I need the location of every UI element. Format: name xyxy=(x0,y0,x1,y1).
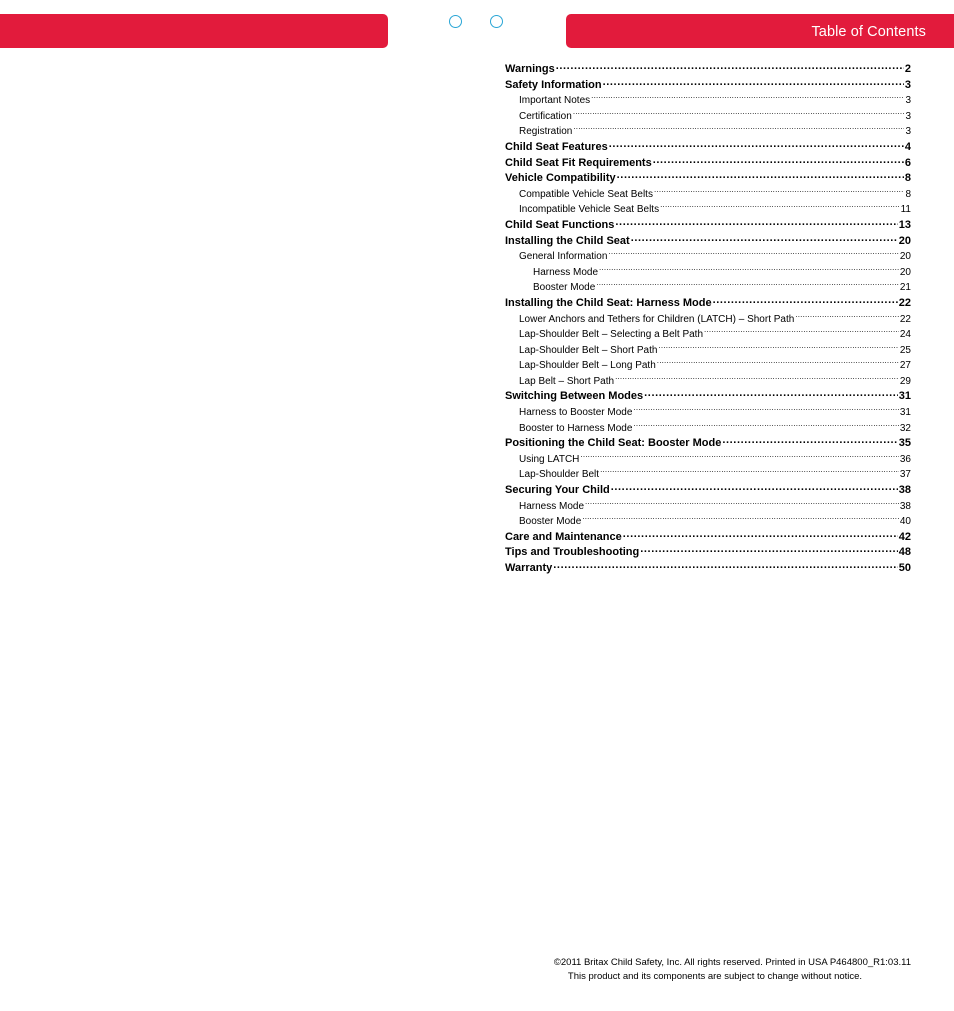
toc-dot-leader xyxy=(591,91,904,103)
toc-entry-page: 24 xyxy=(899,329,911,341)
toc-entry[interactable] xyxy=(505,341,911,357)
registration-mark-left xyxy=(449,15,462,28)
toc-entry-title: Harness Mode xyxy=(519,500,585,512)
toc-entry[interactable] xyxy=(505,278,911,294)
toc-entry-page: 25 xyxy=(899,344,911,356)
toc-entry-page: 20 xyxy=(898,234,911,247)
toc-entry-page: 27 xyxy=(899,360,911,372)
toc-entry-page: 22 xyxy=(898,296,911,309)
toc-dot-leader xyxy=(611,481,898,493)
toc-entry-title: Positioning the Child Seat: Booster Mode xyxy=(505,437,722,450)
toc-entry-page: 38 xyxy=(899,500,911,512)
toc-dot-leader xyxy=(596,278,899,290)
toc-entry[interactable] xyxy=(505,294,911,310)
toc-dot-leader xyxy=(556,60,904,72)
toc-entry[interactable] xyxy=(505,310,911,326)
toc-entry[interactable] xyxy=(505,60,911,76)
toc-entry-title: Securing Your Child xyxy=(505,484,610,497)
toc-entry-title: Registration xyxy=(519,126,573,138)
toc-dot-leader xyxy=(580,450,898,462)
toc-entry[interactable] xyxy=(505,185,911,201)
toc-dot-leader xyxy=(573,107,905,119)
toc-entry-title: Booster to Harness Mode xyxy=(519,422,633,434)
toc-entry-title: Child Seat Features xyxy=(505,140,608,153)
toc-entry-page: 3 xyxy=(905,126,911,138)
toc-dot-leader xyxy=(653,154,904,166)
toc-entry[interactable] xyxy=(505,528,911,544)
toc-entry-page: 8 xyxy=(904,172,911,185)
toc-entry-title: Lap-Shoulder Belt xyxy=(519,469,600,481)
toc-entry[interactable] xyxy=(505,232,911,248)
toc-dot-leader xyxy=(658,341,898,353)
toc-entry-title: Incompatible Vehicle Seat Belts xyxy=(519,204,660,216)
toc-dot-leader xyxy=(640,543,898,555)
toc-entry[interactable] xyxy=(505,559,911,575)
toc-entry-title: Using LATCH xyxy=(519,453,580,465)
toc-entry[interactable] xyxy=(505,372,911,388)
toc-dot-leader xyxy=(633,419,898,431)
toc-entry[interactable] xyxy=(505,200,911,216)
toc-dot-leader xyxy=(599,263,899,275)
toc-dot-leader xyxy=(609,138,904,150)
toc-entry-title: Harness Mode xyxy=(533,266,599,278)
toc-entry-title: General Information xyxy=(519,251,608,263)
toc-entry-page: 3 xyxy=(904,78,911,91)
toc-dot-leader xyxy=(660,200,900,212)
toc-entry-title: Switching Between Modes xyxy=(505,390,644,403)
toc-entry-page: 21 xyxy=(899,282,911,294)
toc-dot-leader xyxy=(573,122,904,134)
toc-entry-page: 6 xyxy=(904,156,911,169)
toc-entry-title: Tips and Troubleshooting xyxy=(505,546,640,559)
toc-entry-title: Vehicle Compatibility xyxy=(505,172,616,185)
toc-dot-leader xyxy=(795,310,899,322)
toc-entry-title: Child Seat Functions xyxy=(505,218,615,231)
registration-mark-right xyxy=(490,15,503,28)
toc-entry-title: Booster Mode xyxy=(533,282,596,294)
toc-entry[interactable] xyxy=(505,450,911,466)
header-bar-left xyxy=(0,14,388,48)
change-notice-text: This product and its components are subject to change without notice. xyxy=(567,971,863,982)
toc-entry[interactable] xyxy=(505,512,911,528)
toc-entry[interactable] xyxy=(505,138,911,154)
toc-entry-title: Compatible Vehicle Seat Belts xyxy=(519,188,653,200)
toc-entry-page: 42 xyxy=(898,530,911,543)
toc-dot-leader xyxy=(657,356,899,368)
toc-entry-title: Booster Mode xyxy=(519,516,582,528)
toc-dot-leader xyxy=(623,528,898,540)
page-title: Table of Contents xyxy=(811,24,926,40)
toc-entry-title: Lap-Shoulder Belt – Selecting a Belt Path xyxy=(519,329,704,341)
toc-dot-leader xyxy=(631,232,898,244)
toc-entry-title: Lap Belt – Short Path xyxy=(519,375,615,387)
toc-dot-leader xyxy=(704,325,899,337)
toc-entry-page: 8 xyxy=(905,188,911,200)
toc-entry-page: 20 xyxy=(899,266,911,278)
toc-entry-title: Care and Maintenance xyxy=(505,530,622,543)
toc-dot-leader xyxy=(633,403,898,415)
toc-entry[interactable] xyxy=(505,247,911,263)
toc-dot-leader xyxy=(654,185,904,197)
toc-dot-leader xyxy=(582,512,899,524)
toc-entry-title: Warnings xyxy=(505,63,555,75)
toc-entry-title: Harness to Booster Mode xyxy=(519,407,633,419)
toc-entry[interactable] xyxy=(505,122,911,138)
toc-entry-title: Lower Anchors and Tethers for Children (LATCH) – Short Path xyxy=(519,313,795,325)
toc-entry-title: Child Seat Fit Requirements xyxy=(505,156,652,169)
toc-entry-page: 32 xyxy=(899,422,911,434)
toc-entry[interactable] xyxy=(505,434,911,450)
toc-entry-page: 3 xyxy=(905,110,911,122)
toc-entry[interactable] xyxy=(505,356,911,372)
toc-dot-leader xyxy=(603,76,904,88)
toc-entry[interactable] xyxy=(505,91,911,107)
toc-entry-page: 37 xyxy=(899,469,911,481)
toc-entry-page: 31 xyxy=(899,407,911,419)
toc-entry-page: 38 xyxy=(898,484,911,497)
toc-entry-title: Certification xyxy=(519,110,572,122)
toc-entry-page: 40 xyxy=(899,516,911,528)
toc-dot-leader xyxy=(722,434,897,446)
toc-entry-page: 20 xyxy=(899,251,911,263)
toc-dot-leader xyxy=(615,372,899,384)
toc-entry[interactable] xyxy=(505,543,911,559)
toc-dot-leader xyxy=(644,387,898,399)
toc-entry[interactable] xyxy=(505,325,911,341)
header-bar-right xyxy=(566,14,954,48)
toc-entry[interactable] xyxy=(505,154,911,170)
toc-entry-page: 11 xyxy=(900,204,911,216)
toc-entry-title: Lap-Shoulder Belt – Short Path xyxy=(519,344,658,356)
toc-entry-page: 36 xyxy=(899,453,911,465)
toc-entry[interactable] xyxy=(505,465,911,481)
toc-entry-page: 35 xyxy=(898,437,911,450)
toc-entry-page: 13 xyxy=(898,218,911,231)
toc-entry-title: Important Notes xyxy=(519,95,591,107)
toc-entry[interactable] xyxy=(505,403,911,419)
toc-dot-leader xyxy=(600,465,899,477)
toc-entry-page: 50 xyxy=(898,562,911,574)
table-of-contents xyxy=(505,60,911,575)
copyright-text: ©2011 Britax Child Safety, Inc. All rights reserved. Printed in USA P464800_R1:03.11 xyxy=(553,957,911,968)
toc-dot-leader xyxy=(617,169,904,181)
toc-dot-leader xyxy=(615,216,897,228)
toc-entry-page: 3 xyxy=(905,95,911,107)
toc-entry-page: 29 xyxy=(899,375,911,387)
toc-dot-leader xyxy=(608,247,898,259)
toc-entry-page: 22 xyxy=(899,313,911,325)
toc-entry-page: 48 xyxy=(898,546,911,559)
toc-entry[interactable] xyxy=(505,107,911,123)
toc-entry[interactable] xyxy=(505,169,911,185)
toc-entry[interactable] xyxy=(505,481,911,497)
toc-entry[interactable] xyxy=(505,216,911,232)
toc-dot-leader xyxy=(585,497,899,509)
toc-entry-title: Warranty xyxy=(505,562,553,574)
toc-entry[interactable] xyxy=(505,387,911,403)
toc-entry-page: 2 xyxy=(904,63,911,75)
toc-entry[interactable] xyxy=(505,497,911,513)
toc-dot-leader xyxy=(713,294,898,306)
toc-entry-page: 31 xyxy=(898,390,911,403)
toc-entry-page: 4 xyxy=(904,140,911,153)
toc-entry[interactable] xyxy=(505,76,911,92)
toc-entry[interactable] xyxy=(505,263,911,279)
toc-entry-title: Installing the Child Seat xyxy=(505,234,630,247)
toc-dot-leader xyxy=(553,559,897,571)
toc-entry[interactable] xyxy=(505,419,911,435)
toc-entry-title: Installing the Child Seat: Harness Mode xyxy=(505,296,712,309)
toc-entry-title: Lap-Shoulder Belt – Long Path xyxy=(519,360,656,372)
toc-entry-title: Safety Information xyxy=(505,78,602,91)
